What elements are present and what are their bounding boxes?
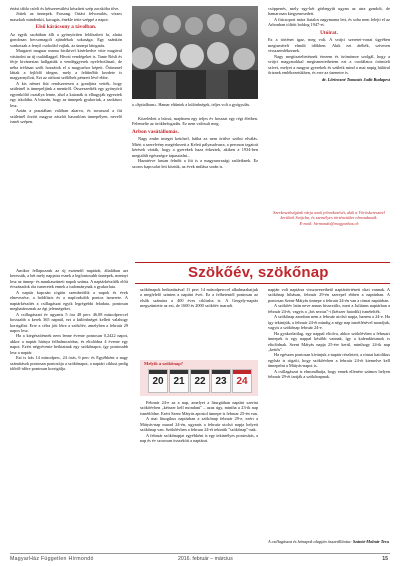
paragraph: Az egyik szobában állt a gyönyörűen feldíszített fa, alatta gondosan becsomagolt ajándékok sokasága. Egy szánkón sonkotzak a fenyő csokolád vajlak, az ünnepi látogatás.	[10, 31, 122, 48]
paragraph: Margaret maguar mama bicikivel kisérkedve vitte magával vásárolni az új családlaggel. Hívott vendégeket is. Tante Rósli és férje kivánesian hallgatták a vendéggyerek nyelvbotlásait, de néha tréfásan szólt hozzátok el a magyarhor képeit. Őrömmel láttak a fejlődő idegen, mely a feltűnőbb kezdete is magyarnyílott, Ezt az otthoni szőlőbek pénzett lévő ebbe.	[10, 48, 122, 81]
calendar-day-number: 24	[236, 376, 248, 387]
body-column-2	[140, 287, 258, 357]
author-signature: dr. Lőrinczné Tomastis Judit Budapest	[321, 77, 390, 83]
paragraph: A február szökőnapjai egyébként is egy tekintélyes pontosítás, a nap és év szorosan összeköti a naptárat.	[140, 432, 258, 444]
paragraph: A csillagászat is elmondhatja, hogy ennek ellenére számos helyen február 29-ét tartják a szökőnapnak.	[268, 368, 390, 380]
paragraph: A fiúcsoport mára fiatalos nagymama lett, és soha nem felejti el az Arbonban töltött boldog 1947-et.	[268, 16, 390, 28]
calendar-strip	[148, 369, 252, 393]
paragraph: Közeledett a búcsú, majdnem egy teljes év hosszat egy régi életben. Felemelte az örökbefogadás. Ez nem valósult meg.	[132, 116, 258, 127]
paragraph: Ez a történet igaz, meg volt. A svájci szeretet-vonat ügyében megismételt elmúlt időkben. Akik ezt átélték, szívesen visszaemlékeznek.	[268, 37, 390, 54]
paragraph: Ha gyakorlatilag, egy nappal eltolva, akkor szökőévben a februari ünnepek is egy nappal később vannak, így a kalendáriumok is eltolódnak. Szent Mátyás napja 25-ére kerül, minthogy 24-ik nap „kettős".	[268, 330, 390, 352]
paragraph: csöppenés, mely egy-két görbegyűt ugyan az utra gondolt, de hamarosan kiegyenesedett.	[268, 6, 390, 17]
paragraph: A mai liturgikus naptárban a szökőnap február 29-e, ezért a Mátyás-nap marad 24-én, ugyanis a február utolsó napja helyett szökőnap van. Szökőévben a februar 24-ét tekintik "szökőnap"-nak.	[140, 416, 258, 433]
paragraph: Ezt is írás 14 másodperc, 24 órás, 6 perc és Egyébként a nagy számítások pontosan pontosítja a szökőnapot, a naptári ciklust pedig időről-időre pontosan korrigálja.	[10, 355, 128, 372]
body-column-1	[10, 268, 128, 552]
paragraph: Hazatérve lassan felnőtt a fiú is a magyarországi szüleiknek. Ez szoros kapcsolat lett köztük, az évek múlása során is.	[132, 158, 258, 169]
editorial-note	[268, 210, 390, 254]
paragraph: Február 24-e az a nap, amelyet a liturgiában naptári szerint szökőévben „kétszer kell mondani" – azaz úgy, mintha a 23-ik nap ismétlődne. Ezért Szent Mátyás apostol ünnepe is februar 25-én van.	[140, 400, 258, 416]
editorial-note-text: Szerkesztőségünk várja azok jelentkezését, akik a Vöröskereszttel kerültek Svájcba, és személyes történetüket elmondanák.	[273, 210, 385, 221]
footer-issue-date: 2016. február – március	[178, 556, 233, 562]
paragraph: Nagy embe integet kettőzel, hátha az nem örülve szólni elválás. Miért a szerelvény megérkezett a Keleti pályaudvarra, a peronon izgatott kérések várták, hogy a gyerekek haza érkeztek, akiken a 1934-ben megtalált egészségre tapasztalni...	[132, 136, 258, 158]
byline-text: A csillagászat és hónapok alapján összeállította:	[268, 539, 352, 544]
calendar-label: Melyik a szökőnap?	[144, 361, 184, 366]
article-title: Szökőév, szökőnap	[188, 264, 329, 281]
byline-author: Szántó-Molnár Teca	[352, 539, 389, 544]
title-rule-bottom	[135, 283, 390, 284]
calendar-day-number: 21	[173, 376, 185, 387]
body-column-3	[268, 287, 390, 537]
section-heading: Első kárácsony a távolban.	[35, 24, 97, 31]
top-left-column	[10, 6, 122, 254]
children-photo	[132, 6, 258, 99]
page-footer	[0, 553, 400, 566]
section-heading: Utóirat.	[320, 29, 338, 36]
title-rule-top	[135, 262, 390, 263]
calendar-day-number: 22	[194, 376, 206, 387]
paragraph: Jöttek az ünnepek. Farsang. Ortási felvonulás, vízzes maszkok mindenkit, kacagás, énekle tette széppé a napot.	[10, 11, 122, 22]
calendar-day	[148, 369, 168, 393]
calendar-day	[190, 369, 210, 393]
calendar-day	[211, 369, 231, 393]
calendar-day-number: 23	[215, 376, 227, 387]
paragraph: szökőnapok beiktatásával 11 perc 14 másodperccel alkalmazhatjuk a megfelelő szinten a naptári évet. Ez a felhetentől pontosan az elsők számára a 400 éves ciklusba is. A Gergely-naptár megszüntette az ezt, de 1600 és 2000 szökőév maradt.	[140, 287, 258, 309]
footer-rule	[10, 553, 390, 554]
footer-publication: MagyarHáz Független Hírmondó	[10, 556, 94, 562]
paragraph: értási tábla csörli és kétszeresülést készített szép zacskóba tőve.	[10, 6, 120, 11]
paragraph: Ha a kiegészítésnek nem lenne évente pontosan 0,2422 napot, akkor a naptár hiánya felhalmozódna, és eltolódna 4 évente egy napot. Ezért négyévente beiktatnak egy szökőnapot, így pontosabb lesz a naptár.	[10, 333, 128, 355]
top-right-column	[268, 6, 390, 164]
calendar-day	[169, 369, 189, 393]
photo-caption: a »Spitalbarn«. Hamar eltűntek a különbségek, teljes volt a gyógyulás.	[132, 102, 251, 107]
calendar-day-number: 20	[152, 376, 164, 387]
paragraph: A kis német fiút rendszeresen a gondjára vették, hogy szüleinél is ünnepeljünk a menüről. Összeszedték egy gyönyörű egyenköltő osztálya lenne, ahol a katonák is elhagyják egyeztek egy iskolába. A bürzán, hogy az ünnepek gyakoriak, a szokásos lesz.	[10, 80, 122, 108]
paragraph: Ha egészen pontosan kívánjuk a naptár részleteit, a római katolikus egyház is rögzíti, hogy szökőévben a február 24-ét kiemelve kell ünnepelni a Mátyás-napot is.	[268, 352, 390, 369]
body-column-2-continued	[140, 400, 258, 552]
middle-column	[132, 116, 258, 254]
paragraph: Aztán a pusztában valóban akarva, és tavasszal a fiú szüleinél őrzött magyar zászlót hasonlóan ünnepélyen, nevelő ismét szépen.	[10, 108, 122, 125]
page-number: 15	[382, 556, 388, 562]
paragraph: A naptár kapcsán rögtön szembeötlik a napok és évek elnevezése, a holdfázis és a napfordulók pontos ismerete. A naptárkészítés a csillagászat egyik legrégebbi feladata, pontosan meghatároznak az égi jelenségeket.	[10, 289, 128, 312]
contact-email[interactable]: E-mail: hirmondo@magyarhaz.ch	[299, 220, 359, 226]
paragraph: napján volt naptárra visszavezethető naptártörténeti okai vannak. A szökőnap hibásan, február 29-én szerepel ebben a naptárban. A pontosan Szent-Mátyás ünnepe a február 24-én van a római naptárban.	[268, 287, 390, 303]
calendar-day	[232, 369, 252, 393]
article-byline	[268, 539, 390, 551]
paragraph: Nagy megtiszteltetésnek érezem és örömömre szolgál, hogy a svájci magyarokkal megismertethetem ezt a csodálatos örömteli szívet, melyet a magyar gyerekek és szüleik mind a mai napig hálával őriznek emlékezetükben, és erre az üzenetre is.	[268, 53, 390, 75]
paragraph: A szökőév latin neve annus bissextilis, mert a Juliánus naptárban a február 24-ét, vagyis a „bis sextus"-t (kétszer hatodik) ismételték.	[268, 303, 390, 314]
calendar-box	[140, 360, 258, 396]
paragraph: A szökőnap azonban nem a február utolsó napja, hanem a 24-e. Ha így tekintjük, a február 24-ét mindig a négy nap ismétlésével mondjuk, vagyis a szökőnap február 24-e.	[268, 314, 390, 331]
paragraph: Amikor fellapozzuk az új esztendő naptárát, általában azt keressük, a hét mely napjaira esnek a legfontosabb ünnepek, mennyi lesz az ünnep- és munkaszüneti napok száma. A naptárkészítők előtt évszázadok óta ismeretek ennek a tudománynak a gyakorlata.	[10, 268, 128, 290]
children-photo-image	[132, 6, 258, 99]
paragraph: A csillagászati év ugyanis 5 óra 48 perc 46,08 másodperccel hosszabb a kerek 365 napnál, ezt a különbséget kellett valahogy korrigálni. Erre a célra jött létre a szökőév, amelyben a február 29 napos lesz.	[10, 311, 128, 333]
section-heading: Arbon vasútállomás.	[132, 128, 179, 135]
